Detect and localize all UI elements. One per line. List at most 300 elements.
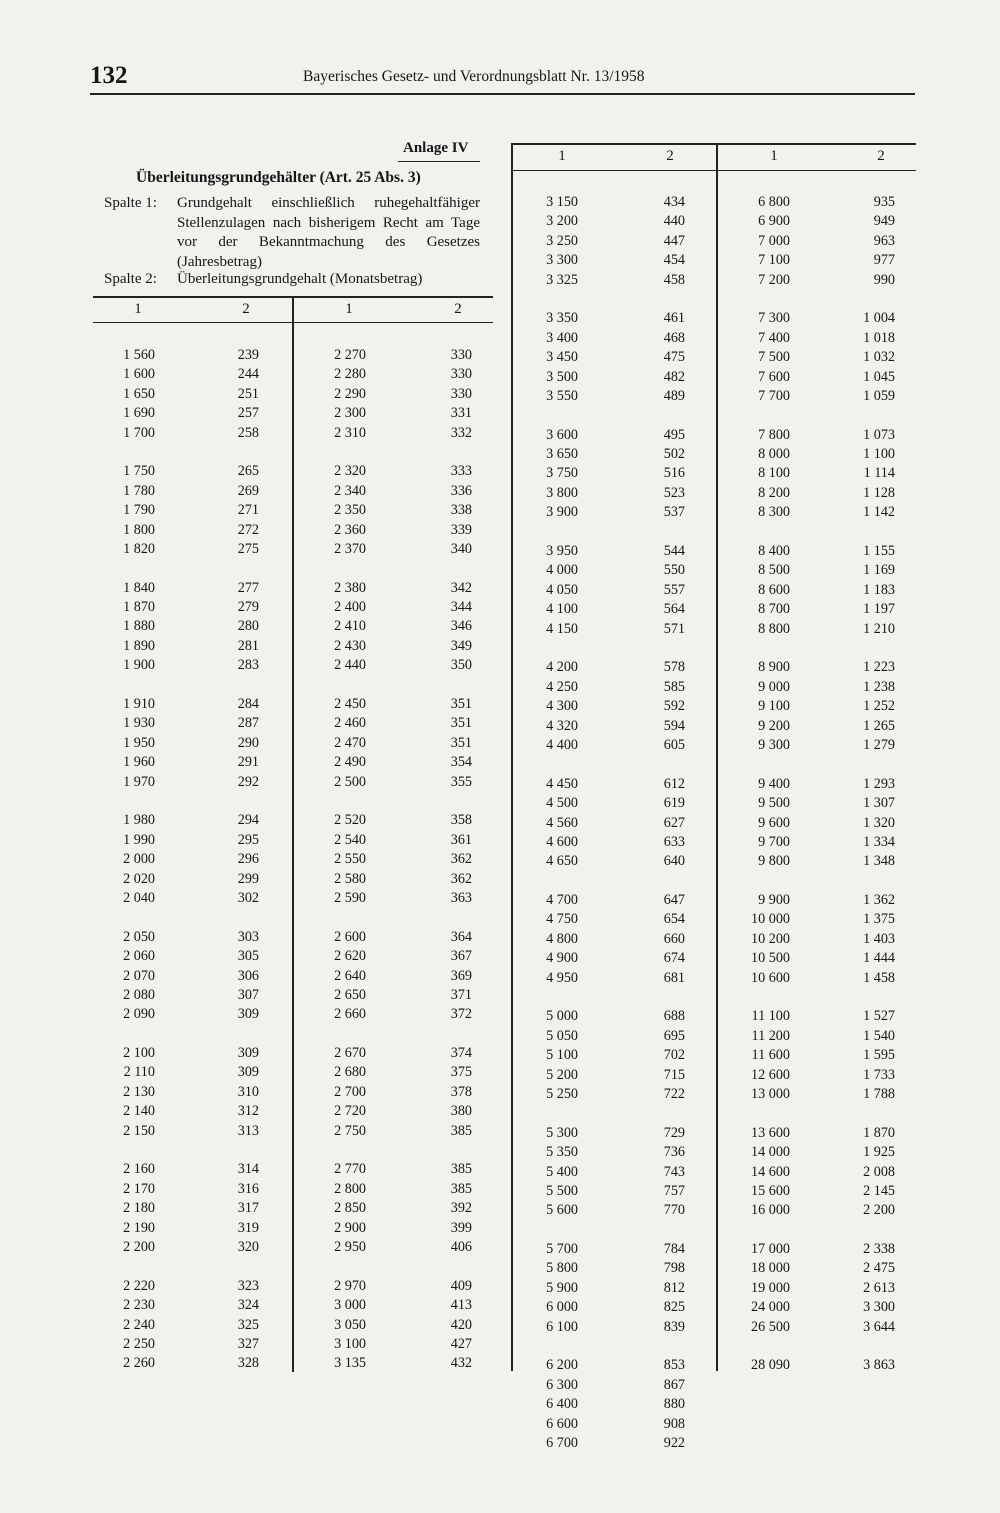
cell-grundgehalt-jahresbetrag: 15 600 — [750, 1182, 790, 1199]
cell-grundgehalt-jahresbetrag: 2 190 — [123, 1219, 155, 1236]
cell-ueberleitungsgrundgehalt: 585 — [663, 678, 685, 695]
cell-grundgehalt-jahresbetrag: 9 200 — [758, 717, 790, 734]
cell-grundgehalt-jahresbetrag: 9 700 — [758, 833, 790, 850]
cell-ueberleitungsgrundgehalt: 3 300 — [863, 1299, 895, 1316]
cell-grundgehalt-jahresbetrag: 3 750 — [546, 465, 578, 482]
group-spacer — [835, 1104, 895, 1123]
cell-ueberleitungsgrundgehalt: 2 008 — [863, 1163, 895, 1180]
cell-grundgehalt-jahresbetrag: 10 500 — [750, 950, 790, 967]
cell-ueberleitungsgrundgehalt: 1 032 — [863, 349, 895, 366]
cell-ueberleitungsgrundgehalt: 380 — [450, 1103, 472, 1120]
cell-ueberleitungsgrundgehalt: 1 362 — [863, 892, 895, 909]
cell-ueberleitungsgrundgehalt: 2 613 — [863, 1279, 895, 1296]
col-header-2: 2 — [242, 301, 250, 317]
cell-grundgehalt-jahresbetrag: 2 590 — [334, 889, 366, 906]
cell-grundgehalt-jahresbetrag: 2 700 — [334, 1083, 366, 1100]
cell-ueberleitungsgrundgehalt: 516 — [663, 465, 685, 482]
group-spacer — [310, 908, 366, 927]
cell-ueberleitungsgrundgehalt: 385 — [450, 1161, 472, 1178]
cell-grundgehalt-jahresbetrag: 9 300 — [758, 736, 790, 753]
table-column-spalte1 — [100, 346, 155, 1374]
cell-grundgehalt-jahresbetrag: 2 110 — [123, 1064, 155, 1081]
cell-grundgehalt-jahresbetrag: 2 800 — [334, 1180, 366, 1197]
cell-ueberleitungsgrundgehalt: 363 — [450, 889, 472, 906]
cell-grundgehalt-jahresbetrag: 9 000 — [758, 678, 790, 695]
cell-ueberleitungsgrundgehalt: 578 — [663, 659, 685, 676]
cell-grundgehalt-jahresbetrag: 1 870 — [123, 599, 155, 616]
cell-ueberleitungsgrundgehalt: 427 — [450, 1335, 472, 1352]
cell-ueberleitungsgrundgehalt: 375 — [450, 1064, 472, 1081]
cell-ueberleitungsgrundgehalt: 385 — [450, 1180, 472, 1197]
cell-ueberleitungsgrundgehalt: 702 — [663, 1047, 685, 1064]
group-spacer — [625, 523, 685, 542]
cell-ueberleitungsgrundgehalt: 1 059 — [863, 387, 895, 404]
cell-ueberleitungsgrundgehalt: 349 — [450, 637, 472, 654]
cell-ueberleitungsgrundgehalt: 977 — [873, 252, 895, 269]
group-spacer — [730, 988, 790, 1007]
group-spacer — [835, 988, 895, 1007]
group-spacer — [415, 1257, 472, 1276]
group-spacer — [310, 676, 366, 695]
cell-ueberleitungsgrundgehalt: 283 — [237, 657, 259, 674]
cell-grundgehalt-jahresbetrag: 1 970 — [123, 773, 155, 790]
cell-grundgehalt-jahresbetrag: 4 500 — [546, 795, 578, 812]
cell-grundgehalt-jahresbetrag: 2 540 — [334, 831, 366, 848]
cell-grundgehalt-jahresbetrag: 1 600 — [123, 366, 155, 383]
cell-ueberleitungsgrundgehalt: 369 — [450, 967, 472, 984]
cell-grundgehalt-jahresbetrag: 9 600 — [758, 814, 790, 831]
cell-ueberleitungsgrundgehalt: 296 — [237, 851, 259, 868]
group-spacer — [100, 559, 155, 578]
cell-grundgehalt-jahresbetrag: 2 090 — [123, 1006, 155, 1023]
cell-grundgehalt-jahresbetrag: 4 250 — [546, 678, 578, 695]
cell-ueberleitungsgrundgehalt: 2 338 — [863, 1241, 895, 1258]
cell-grundgehalt-jahresbetrag: 5 250 — [546, 1085, 578, 1102]
cell-ueberleitungsgrundgehalt: 244 — [237, 366, 259, 383]
cell-ueberleitungsgrundgehalt: 339 — [450, 521, 472, 538]
cell-grundgehalt-jahresbetrag: 3 550 — [546, 387, 578, 404]
cell-grundgehalt-jahresbetrag: 2 440 — [334, 657, 366, 674]
cell-ueberleitungsgrundgehalt: 922 — [663, 1435, 685, 1451]
group-spacer — [730, 290, 790, 309]
group-spacer — [520, 1337, 578, 1356]
cell-ueberleitungsgrundgehalt: 290 — [237, 734, 259, 751]
cell-grundgehalt-jahresbetrag: 5 400 — [546, 1163, 578, 1180]
spalte2-description: Überleitungsgrundgehalt (Monatsbetrag) — [177, 271, 423, 287]
cell-ueberleitungsgrundgehalt: 454 — [663, 252, 685, 269]
cell-grundgehalt-jahresbetrag: 2 410 — [334, 618, 366, 635]
cell-ueberleitungsgrundgehalt: 1 155 — [863, 543, 895, 560]
cell-ueberleitungsgrundgehalt: 1 169 — [863, 562, 895, 579]
spalte2-label: Spalte 2: — [104, 271, 157, 287]
group-spacer — [310, 1025, 366, 1044]
cell-grundgehalt-jahresbetrag: 3 250 — [546, 232, 578, 249]
cell-ueberleitungsgrundgehalt: 333 — [450, 463, 472, 480]
cell-ueberleitungsgrundgehalt: 344 — [450, 599, 472, 616]
cell-ueberleitungsgrundgehalt: 681 — [663, 969, 685, 986]
cell-grundgehalt-jahresbetrag: 4 000 — [546, 562, 578, 579]
cell-ueberleitungsgrundgehalt: 277 — [237, 579, 259, 596]
cell-grundgehalt-jahresbetrag: 3 325 — [546, 271, 578, 288]
cell-grundgehalt-jahresbetrag: 1 650 — [123, 385, 155, 402]
cell-ueberleitungsgrundgehalt: 330 — [450, 366, 472, 383]
cell-ueberleitungsgrundgehalt: 310 — [237, 1083, 259, 1100]
cell-grundgehalt-jahresbetrag: 5 000 — [546, 1008, 578, 1025]
cell-grundgehalt-jahresbetrag: 4 900 — [546, 950, 578, 967]
group-spacer — [415, 908, 472, 927]
cell-ueberleitungsgrundgehalt: 1 293 — [863, 775, 895, 792]
cell-grundgehalt-jahresbetrag: 4 100 — [546, 601, 578, 618]
cell-grundgehalt-jahresbetrag: 2 160 — [123, 1161, 155, 1178]
cell-ueberleitungsgrundgehalt: 239 — [237, 347, 259, 363]
cell-ueberleitungsgrundgehalt: 489 — [663, 387, 685, 404]
spalte1-description: Grundgehalt einschließlich ruhegehaltfähiger Stellenzulagen nach bisherigem Recht am Tage vor der Bekanntmachung des Gesetzes (Jahresbetrag) — [177, 195, 480, 270]
cell-ueberleitungsgrundgehalt: 279 — [237, 599, 259, 616]
cell-grundgehalt-jahresbetrag: 8 800 — [758, 620, 790, 637]
cell-grundgehalt-jahresbetrag: 1 750 — [123, 463, 155, 480]
cell-grundgehalt-jahresbetrag: 1 990 — [123, 831, 155, 848]
cell-ueberleitungsgrundgehalt: 392 — [450, 1200, 472, 1217]
cell-grundgehalt-jahresbetrag: 2 400 — [334, 599, 366, 616]
cell-grundgehalt-jahresbetrag: 10 600 — [750, 969, 790, 986]
annex-label-underline — [398, 161, 480, 162]
cell-grundgehalt-jahresbetrag: 2 020 — [123, 870, 155, 887]
group-spacer — [730, 406, 790, 425]
cell-ueberleitungsgrundgehalt: 1 348 — [863, 853, 895, 870]
cell-grundgehalt-jahresbetrag: 2 970 — [334, 1277, 366, 1294]
cell-ueberleitungsgrundgehalt: 309 — [237, 1064, 259, 1081]
cell-ueberleitungsgrundgehalt: 640 — [663, 853, 685, 870]
cell-ueberleitungsgrundgehalt: 317 — [237, 1200, 259, 1217]
cell-ueberleitungsgrundgehalt: 1 100 — [863, 446, 895, 463]
group-spacer — [100, 443, 155, 462]
cell-grundgehalt-jahresbetrag: 1 780 — [123, 482, 155, 499]
cell-grundgehalt-jahresbetrag: 2 450 — [334, 696, 366, 713]
cell-ueberleitungsgrundgehalt: 949 — [873, 213, 895, 230]
group-spacer — [205, 559, 259, 578]
cell-grundgehalt-jahresbetrag: 2 230 — [123, 1297, 155, 1314]
cell-grundgehalt-jahresbetrag: 8 100 — [758, 465, 790, 482]
cell-grundgehalt-jahresbetrag: 9 400 — [758, 775, 790, 792]
cell-grundgehalt-jahresbetrag: 7 500 — [758, 349, 790, 366]
group-spacer — [625, 1221, 685, 1240]
cell-ueberleitungsgrundgehalt: 1 238 — [863, 678, 895, 695]
cell-ueberleitungsgrundgehalt: 3 644 — [863, 1318, 895, 1335]
cell-grundgehalt-jahresbetrag: 2 240 — [123, 1316, 155, 1333]
cell-ueberleitungsgrundgehalt: 1 142 — [863, 504, 895, 521]
cell-ueberleitungsgrundgehalt: 1 307 — [863, 795, 895, 812]
cell-ueberleitungsgrundgehalt: 564 — [663, 601, 685, 618]
cell-ueberleitungsgrundgehalt: 328 — [237, 1355, 259, 1372]
cell-ueberleitungsgrundgehalt: 434 — [663, 194, 685, 210]
cell-grundgehalt-jahresbetrag: 5 800 — [546, 1260, 578, 1277]
cell-grundgehalt-jahresbetrag: 4 450 — [546, 775, 578, 792]
cell-grundgehalt-jahresbetrag: 19 000 — [750, 1279, 790, 1296]
cell-grundgehalt-jahresbetrag: 2 280 — [334, 366, 366, 383]
cell-grundgehalt-jahresbetrag: 3 400 — [546, 329, 578, 346]
cell-ueberleitungsgrundgehalt: 1 334 — [863, 833, 895, 850]
cell-ueberleitungsgrundgehalt: 1 320 — [863, 814, 895, 831]
cell-grundgehalt-jahresbetrag: 7 200 — [758, 271, 790, 288]
group-spacer — [100, 1025, 155, 1044]
cell-grundgehalt-jahresbetrag: 3 450 — [546, 349, 578, 366]
cell-grundgehalt-jahresbetrag: 6 300 — [546, 1376, 578, 1393]
cell-ueberleitungsgrundgehalt: 1 252 — [863, 698, 895, 715]
group-spacer — [730, 755, 790, 774]
cell-ueberleitungsgrundgehalt: 307 — [237, 986, 259, 1003]
cell-grundgehalt-jahresbetrag: 2 900 — [334, 1219, 366, 1236]
cell-ueberleitungsgrundgehalt: 654 — [663, 911, 685, 928]
cell-ueberleitungsgrundgehalt: 306 — [237, 967, 259, 984]
cell-ueberleitungsgrundgehalt: 258 — [237, 424, 259, 441]
cell-ueberleitungsgrundgehalt: 409 — [450, 1277, 472, 1294]
cell-ueberleitungsgrundgehalt: 461 — [663, 310, 685, 327]
cell-ueberleitungsgrundgehalt: 338 — [450, 502, 472, 519]
cell-ueberleitungsgrundgehalt: 475 — [663, 349, 685, 366]
right-table-top-rule — [511, 143, 916, 145]
cell-ueberleitungsgrundgehalt: 537 — [663, 504, 685, 521]
cell-ueberleitungsgrundgehalt: 323 — [237, 1277, 259, 1294]
cell-ueberleitungsgrundgehalt: 342 — [450, 579, 472, 596]
cell-grundgehalt-jahresbetrag: 5 350 — [546, 1144, 578, 1161]
cell-grundgehalt-jahresbetrag: 8 500 — [758, 562, 790, 579]
table-title: Überleitungsgrundgehälter (Art. 25 Abs. 3) — [136, 169, 421, 186]
cell-ueberleitungsgrundgehalt: 351 — [450, 696, 472, 713]
group-spacer — [205, 1141, 259, 1160]
cell-grundgehalt-jahresbetrag: 2 950 — [334, 1238, 366, 1255]
group-spacer — [625, 1337, 685, 1356]
cell-grundgehalt-jahresbetrag: 1 930 — [123, 715, 155, 732]
cell-ueberleitungsgrundgehalt: 1 004 — [863, 310, 895, 327]
cell-grundgehalt-jahresbetrag: 3 600 — [546, 426, 578, 443]
cell-grundgehalt-jahresbetrag: 2 380 — [334, 579, 366, 596]
group-spacer — [415, 443, 472, 462]
spalte1-label: Spalte 1: — [104, 195, 157, 211]
cell-grundgehalt-jahresbetrag: 28 090 — [750, 1357, 790, 1374]
cell-ueberleitungsgrundgehalt: 1 527 — [863, 1008, 895, 1025]
cell-grundgehalt-jahresbetrag: 2 370 — [334, 540, 366, 557]
group-spacer — [310, 443, 366, 462]
cell-grundgehalt-jahresbetrag: 4 300 — [546, 698, 578, 715]
cell-grundgehalt-jahresbetrag: 2 430 — [334, 637, 366, 654]
cell-ueberleitungsgrundgehalt: 594 — [663, 717, 685, 734]
cell-ueberleitungsgrundgehalt: 1 279 — [863, 736, 895, 753]
cell-ueberleitungsgrundgehalt: 331 — [450, 405, 472, 422]
cell-grundgehalt-jahresbetrag: 4 600 — [546, 833, 578, 850]
cell-ueberleitungsgrundgehalt: 271 — [237, 502, 259, 519]
group-spacer — [100, 792, 155, 811]
table-column-spalte1 — [310, 346, 366, 1374]
cell-grundgehalt-jahresbetrag: 1 840 — [123, 579, 155, 596]
cell-grundgehalt-jahresbetrag: 11 200 — [751, 1027, 790, 1044]
cell-ueberleitungsgrundgehalt: 447 — [663, 232, 685, 249]
cell-grundgehalt-jahresbetrag: 6 000 — [546, 1299, 578, 1316]
group-spacer — [205, 676, 259, 695]
group-spacer — [310, 1141, 366, 1160]
group-spacer — [835, 523, 895, 542]
cell-ueberleitungsgrundgehalt: 482 — [663, 368, 685, 385]
cell-ueberleitungsgrundgehalt: 305 — [237, 948, 259, 965]
group-spacer — [520, 755, 578, 774]
cell-grundgehalt-jahresbetrag: 9 500 — [758, 795, 790, 812]
cell-ueberleitungsgrundgehalt: 935 — [873, 194, 895, 210]
cell-ueberleitungsgrundgehalt: 269 — [237, 482, 259, 499]
cell-ueberleitungsgrundgehalt: 627 — [663, 814, 685, 831]
cell-ueberleitungsgrundgehalt: 1 045 — [863, 368, 895, 385]
cell-grundgehalt-jahresbetrag: 2 670 — [334, 1045, 366, 1062]
group-spacer — [100, 908, 155, 927]
cell-grundgehalt-jahresbetrag: 13 600 — [750, 1124, 790, 1141]
cell-grundgehalt-jahresbetrag: 4 150 — [546, 620, 578, 637]
cell-ueberleitungsgrundgehalt: 299 — [237, 870, 259, 887]
cell-grundgehalt-jahresbetrag: 2 470 — [334, 734, 366, 751]
cell-ueberleitungsgrundgehalt: 327 — [237, 1335, 259, 1352]
cell-ueberleitungsgrundgehalt: 374 — [450, 1045, 472, 1062]
col-header-2: 2 — [454, 301, 462, 317]
group-spacer — [205, 443, 259, 462]
group-spacer — [625, 872, 685, 891]
group-spacer — [835, 1221, 895, 1240]
cell-ueberleitungsgrundgehalt: 324 — [237, 1297, 259, 1314]
cell-grundgehalt-jahresbetrag: 7 700 — [758, 387, 790, 404]
cell-ueberleitungsgrundgehalt: 312 — [237, 1103, 259, 1120]
cell-grundgehalt-jahresbetrag: 2 550 — [334, 851, 366, 868]
cell-grundgehalt-jahresbetrag: 14 600 — [750, 1163, 790, 1180]
cell-grundgehalt-jahresbetrag: 1 820 — [123, 540, 155, 557]
cell-ueberleitungsgrundgehalt: 1 375 — [863, 911, 895, 928]
cell-grundgehalt-jahresbetrag: 2 300 — [334, 405, 366, 422]
cell-grundgehalt-jahresbetrag: 4 700 — [546, 892, 578, 909]
cell-ueberleitungsgrundgehalt: 350 — [450, 657, 472, 674]
cell-grundgehalt-jahresbetrag: 1 890 — [123, 637, 155, 654]
cell-ueberleitungsgrundgehalt: 385 — [450, 1122, 472, 1139]
cell-grundgehalt-jahresbetrag: 6 700 — [546, 1435, 578, 1451]
cell-ueberleitungsgrundgehalt: 378 — [450, 1083, 472, 1100]
cell-grundgehalt-jahresbetrag: 2 080 — [123, 986, 155, 1003]
cell-ueberleitungsgrundgehalt: 963 — [873, 232, 895, 249]
cell-grundgehalt-jahresbetrag: 4 400 — [546, 736, 578, 753]
cell-grundgehalt-jahresbetrag: 7 100 — [758, 252, 790, 269]
cell-grundgehalt-jahresbetrag: 2 070 — [123, 967, 155, 984]
cell-grundgehalt-jahresbetrag: 3 300 — [546, 252, 578, 269]
cell-grundgehalt-jahresbetrag: 10 200 — [750, 930, 790, 947]
cell-ueberleitungsgrundgehalt: 605 — [663, 736, 685, 753]
cell-grundgehalt-jahresbetrag: 2 170 — [123, 1180, 155, 1197]
cell-ueberleitungsgrundgehalt: 880 — [663, 1396, 685, 1413]
cell-grundgehalt-jahresbetrag: 3 950 — [546, 543, 578, 560]
cell-ueberleitungsgrundgehalt: 458 — [663, 271, 685, 288]
col-header-1: 1 — [134, 301, 142, 317]
cell-ueberleitungsgrundgehalt: 336 — [450, 482, 472, 499]
cell-grundgehalt-jahresbetrag: 2 850 — [334, 1200, 366, 1217]
col-header-2: 2 — [877, 148, 885, 164]
cell-ueberleitungsgrundgehalt: 440 — [663, 213, 685, 230]
cell-ueberleitungsgrundgehalt: 330 — [450, 385, 472, 402]
cell-grundgehalt-jahresbetrag: 9 800 — [758, 853, 790, 870]
cell-grundgehalt-jahresbetrag: 16 000 — [750, 1202, 790, 1219]
cell-ueberleitungsgrundgehalt: 736 — [663, 1144, 685, 1161]
cell-ueberleitungsgrundgehalt: 688 — [663, 1008, 685, 1025]
cell-ueberleitungsgrundgehalt: 291 — [237, 754, 259, 771]
cell-ueberleitungsgrundgehalt: 406 — [450, 1238, 472, 1255]
cell-ueberleitungsgrundgehalt: 1 183 — [863, 581, 895, 598]
cell-grundgehalt-jahresbetrag: 7 300 — [758, 310, 790, 327]
cell-grundgehalt-jahresbetrag: 2 650 — [334, 986, 366, 1003]
cell-ueberleitungsgrundgehalt: 1 595 — [863, 1047, 895, 1064]
cell-ueberleitungsgrundgehalt: 612 — [663, 775, 685, 792]
cell-grundgehalt-jahresbetrag: 11 600 — [751, 1047, 790, 1064]
table-column-spalte1 — [520, 193, 578, 1453]
cell-grundgehalt-jahresbetrag: 4 200 — [546, 659, 578, 676]
group-spacer — [625, 1104, 685, 1123]
cell-ueberleitungsgrundgehalt: 251 — [237, 385, 259, 402]
cell-grundgehalt-jahresbetrag: 2 270 — [334, 347, 366, 363]
cell-ueberleitungsgrundgehalt: 1 265 — [863, 717, 895, 734]
cell-ueberleitungsgrundgehalt: 2 475 — [863, 1260, 895, 1277]
cell-grundgehalt-jahresbetrag: 2 050 — [123, 928, 155, 945]
cell-ueberleitungsgrundgehalt: 295 — [237, 831, 259, 848]
cell-grundgehalt-jahresbetrag: 2 750 — [334, 1122, 366, 1139]
cell-ueberleitungsgrundgehalt: 722 — [663, 1085, 685, 1102]
cell-ueberleitungsgrundgehalt: 619 — [663, 795, 685, 812]
cell-ueberleitungsgrundgehalt: 798 — [663, 1260, 685, 1277]
cell-grundgehalt-jahresbetrag: 8 000 — [758, 446, 790, 463]
cell-ueberleitungsgrundgehalt: 660 — [663, 930, 685, 947]
right-table-header-rule — [511, 170, 916, 171]
cell-grundgehalt-jahresbetrag: 2 250 — [123, 1335, 155, 1352]
cell-grundgehalt-jahresbetrag: 5 100 — [546, 1047, 578, 1064]
cell-ueberleitungsgrundgehalt: 633 — [663, 833, 685, 850]
cell-grundgehalt-jahresbetrag: 11 100 — [751, 1008, 790, 1025]
cell-ueberleitungsgrundgehalt: 1 458 — [863, 969, 895, 986]
cell-ueberleitungsgrundgehalt: 695 — [663, 1027, 685, 1044]
group-spacer — [835, 639, 895, 658]
cell-grundgehalt-jahresbetrag: 8 300 — [758, 504, 790, 521]
group-spacer — [415, 1141, 472, 1160]
group-spacer — [415, 1025, 472, 1044]
group-spacer — [520, 406, 578, 425]
cell-grundgehalt-jahresbetrag: 2 680 — [334, 1064, 366, 1081]
cell-grundgehalt-jahresbetrag: 2 150 — [123, 1122, 155, 1139]
cell-grundgehalt-jahresbetrag: 8 600 — [758, 581, 790, 598]
cell-ueberleitungsgrundgehalt: 1 788 — [863, 1085, 895, 1102]
cell-grundgehalt-jahresbetrag: 17 000 — [750, 1241, 790, 1258]
group-spacer — [730, 1337, 790, 1356]
table-column-spalte2 — [415, 346, 472, 1374]
cell-ueberleitungsgrundgehalt: 325 — [237, 1316, 259, 1333]
group-spacer — [310, 1257, 366, 1276]
cell-grundgehalt-jahresbetrag: 3 100 — [334, 1335, 366, 1352]
cell-grundgehalt-jahresbetrag: 18 000 — [750, 1260, 790, 1277]
group-spacer — [415, 559, 472, 578]
cell-ueberleitungsgrundgehalt: 2 200 — [863, 1202, 895, 1219]
cell-grundgehalt-jahresbetrag: 3 500 — [546, 368, 578, 385]
cell-ueberleitungsgrundgehalt: 825 — [663, 1299, 685, 1316]
cell-ueberleitungsgrundgehalt: 284 — [237, 696, 259, 713]
cell-grundgehalt-jahresbetrag: 4 750 — [546, 911, 578, 928]
cell-ueberleitungsgrundgehalt: 319 — [237, 1219, 259, 1236]
cell-ueberleitungsgrundgehalt: 1 870 — [863, 1124, 895, 1141]
cell-grundgehalt-jahresbetrag: 6 600 — [546, 1415, 578, 1432]
cell-ueberleitungsgrundgehalt: 2 145 — [863, 1182, 895, 1199]
cell-grundgehalt-jahresbetrag: 1 960 — [123, 754, 155, 771]
cell-grundgehalt-jahresbetrag: 9 900 — [758, 892, 790, 909]
cell-ueberleitungsgrundgehalt: 309 — [237, 1045, 259, 1062]
cell-grundgehalt-jahresbetrag: 3 200 — [546, 213, 578, 230]
col-header-1: 1 — [770, 148, 778, 164]
group-spacer — [520, 523, 578, 542]
cell-grundgehalt-jahresbetrag: 2 620 — [334, 948, 366, 965]
